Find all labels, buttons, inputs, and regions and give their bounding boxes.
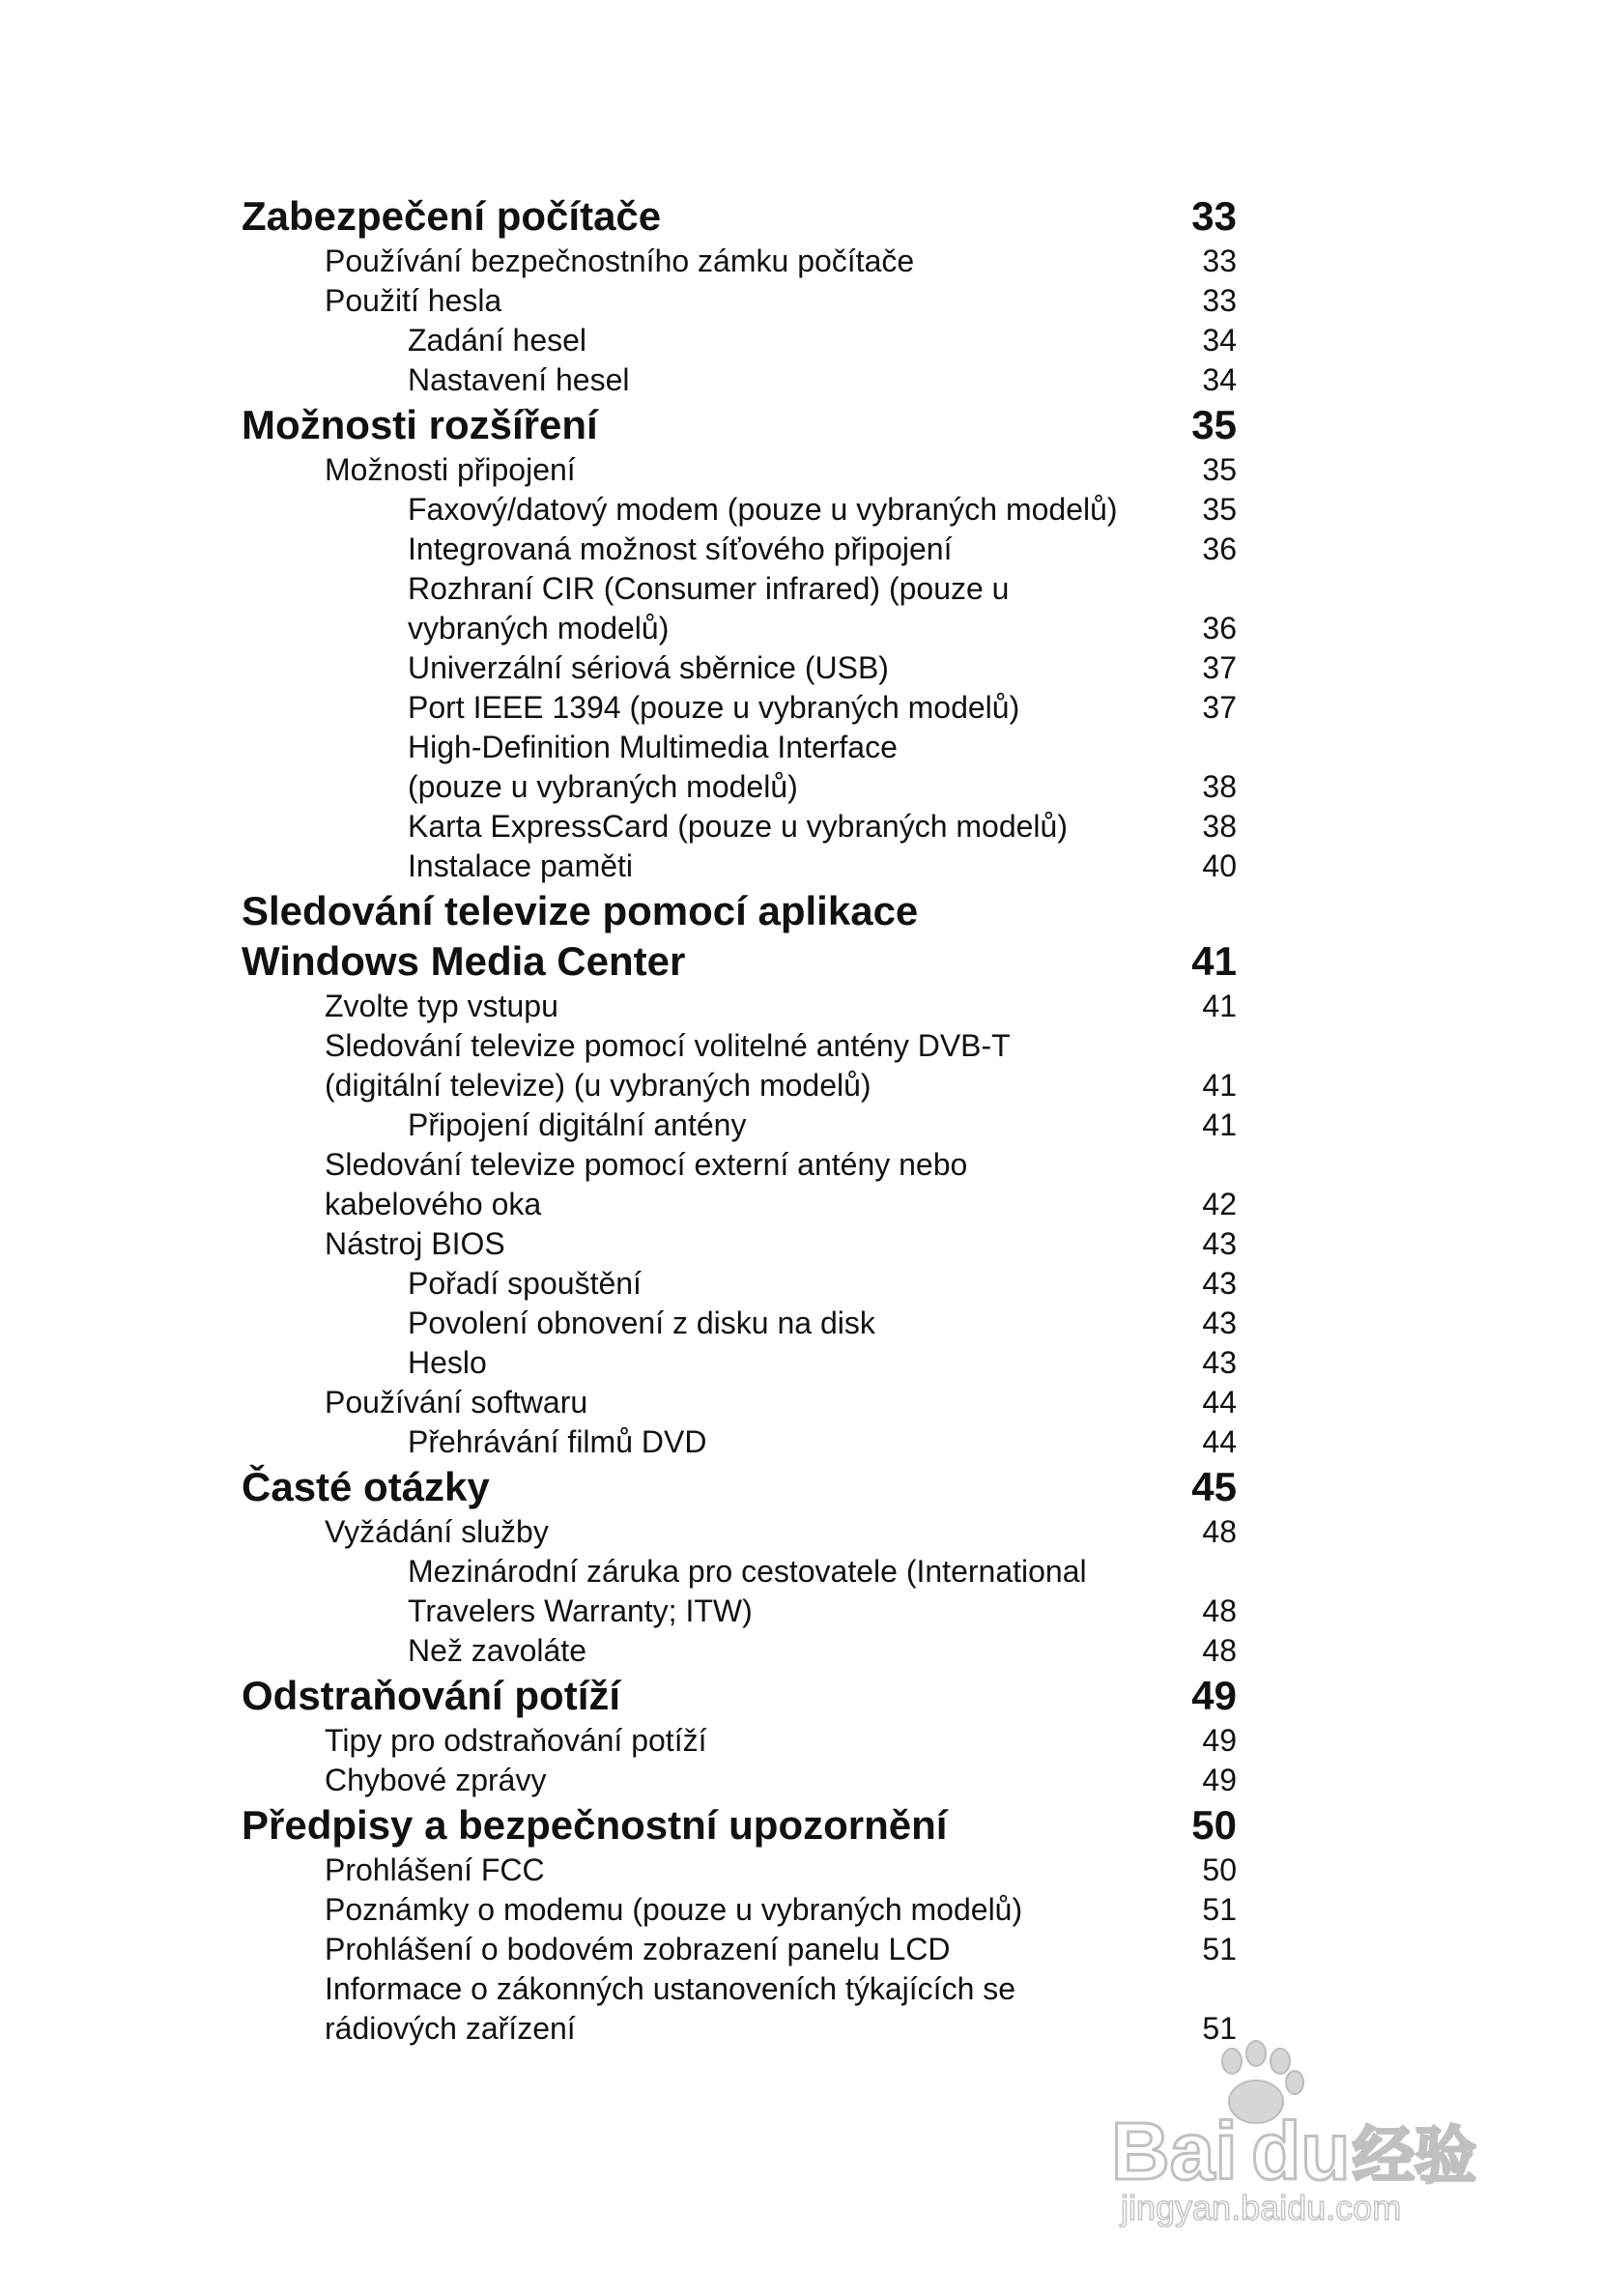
toc-entry-level-2[interactable]: [242, 1721, 1237, 1761]
toc-entry-level-2[interactable]: [242, 1930, 1237, 1969]
watermark-brand-right: du: [1251, 2106, 1351, 2196]
toc-entry-title: (digitální televize) (u vybraných modelů): [325, 1068, 871, 1103]
toc-entry-title: Tipy pro odstraňování potíží: [325, 1723, 707, 1758]
toc-entry-level-2[interactable]: [242, 1145, 1237, 1185]
toc-page-number: 38: [1202, 769, 1237, 804]
toc-entry-level-1[interactable]: [242, 191, 1237, 242]
toc-entry-level-2[interactable]: [242, 1512, 1237, 1552]
toc-entry-level-3[interactable]: [242, 728, 1237, 767]
toc-page-number: 33: [1202, 244, 1237, 278]
toc-entry-title: Sledování televize pomocí externí antény nebo: [325, 1147, 968, 1182]
toc-entry-level-2[interactable]: [242, 1383, 1237, 1422]
toc-page-number: 49: [1202, 1763, 1237, 1797]
toc-entry-title: Použití hesla: [325, 283, 502, 318]
toc-page-number: 41: [1202, 1107, 1237, 1142]
toc-page-number: 37: [1202, 650, 1237, 685]
toc-entry-title: Informace o zákonných ustanoveních týkajících se: [325, 1971, 1016, 2006]
toc-page-number: 37: [1202, 690, 1237, 725]
toc-page-number: 51: [1202, 1932, 1237, 1966]
toc-entry-title: Předpisy a bezpečnostní upozornění: [242, 1802, 948, 1848]
toc-entry-title: Přehrávání filmů DVD: [408, 1424, 707, 1459]
toc-entry-title: Než zavoláte: [408, 1633, 586, 1668]
toc-entry-title: Možnosti rozšíření: [242, 402, 598, 447]
toc-entry-level-1[interactable]: [242, 1800, 1237, 1851]
toc-page-number: 35: [1191, 402, 1237, 447]
toc-entry-title: Povolení obnovení z disku na disk: [408, 1306, 875, 1340]
toc-page-number: 41: [1191, 938, 1237, 984]
toc-entry-level-3[interactable]: [242, 1343, 1237, 1383]
toc-entry-level-2[interactable]: [242, 1224, 1237, 1264]
toc-page-number: 34: [1202, 323, 1237, 358]
toc-entry-title: Chybové zprávy: [325, 1763, 547, 1797]
toc-entry-level-1[interactable]: [242, 936, 1237, 987]
toc-entry-title: Nástroj BIOS: [325, 1226, 505, 1261]
toc-entry-title: rádiových zařízení: [325, 2011, 576, 2046]
toc-entry-title: Integrovaná možnost síťového připojení: [408, 531, 953, 566]
toc-entry-level-3[interactable]: [242, 807, 1237, 847]
toc-entry-title: Travelers Warranty; ITW): [408, 1593, 753, 1628]
toc-page-number: 50: [1202, 1852, 1237, 1887]
toc-page-number: 49: [1202, 1723, 1237, 1758]
toc-page-number: 44: [1202, 1424, 1237, 1459]
toc-page-number: 40: [1202, 848, 1237, 883]
toc-page-number: 50: [1191, 1802, 1237, 1848]
watermark-brand-left: Bai: [1111, 2106, 1238, 2196]
toc-entry-level-1[interactable]: [242, 400, 1237, 450]
toc-page-number: 51: [1202, 2011, 1237, 2046]
toc-page-number: 45: [1191, 1464, 1237, 1509]
toc-entry-level-1[interactable]: [242, 1671, 1237, 1721]
toc-entry-level-2[interactable]: [242, 987, 1237, 1026]
toc-entry-level-3[interactable]: [242, 1105, 1237, 1145]
toc-entry-title: Vyžádání služby: [325, 1514, 549, 1549]
toc-entry-title: Rozhraní CIR (Consumer infrared) (pouze u: [408, 571, 1010, 606]
toc-entry-title: Mezinárodní záruka pro cestovatele (International: [408, 1554, 1087, 1589]
toc-entry-level-2[interactable]: [242, 1969, 1237, 2009]
toc-entry-level-1[interactable]: [242, 1462, 1237, 1512]
toc-entry-level-2[interactable]: [242, 242, 1237, 281]
toc-entry-title: Univerzální sériová sběrnice (USB): [408, 650, 889, 685]
toc-entry-level-3[interactable]: [242, 360, 1237, 400]
paw-logo-icon: [1111, 2034, 1517, 2227]
toc-page-number: 41: [1202, 989, 1237, 1023]
toc-entry-title: Instalace paměti: [408, 848, 634, 883]
toc-page-number: 33: [1202, 283, 1237, 318]
toc-entry-level-2[interactable]: [242, 450, 1237, 490]
toc-entry-title: High-Definition Multimedia Interface: [408, 730, 898, 764]
toc-entry-level-2[interactable]: [242, 1185, 1237, 1224]
toc-entry-level-2[interactable]: [242, 2009, 1237, 2049]
toc-entry-title: kabelového oka: [325, 1187, 542, 1221]
toc-entry-title: Časté otázky: [242, 1464, 490, 1509]
toc-page-number: 43: [1202, 1266, 1237, 1301]
toc-entry-title: Windows Media Center: [242, 938, 686, 984]
toc-entry-title: Připojení digitální antény: [408, 1107, 747, 1142]
toc-page-number: 51: [1202, 1892, 1237, 1927]
toc-entry-level-3[interactable]: [242, 609, 1237, 648]
toc-page-number: 48: [1202, 1514, 1237, 1549]
toc-entry-level-3[interactable]: [242, 1631, 1237, 1671]
toc-entry-level-3[interactable]: [242, 1304, 1237, 1343]
toc-page-number: 42: [1202, 1187, 1237, 1221]
toc-entry-level-3[interactable]: [242, 530, 1237, 569]
table-of-contents: [242, 191, 1237, 2049]
toc-entry-level-1[interactable]: [242, 886, 1237, 936]
toc-entry-title: Odstraňování potíží: [242, 1673, 621, 1718]
toc-entry-level-3[interactable]: [242, 688, 1237, 728]
toc-entry-title: Karta ExpressCard (pouze u vybraných modelů): [408, 809, 1068, 844]
toc-page-number: 38: [1202, 809, 1237, 844]
toc-entry-title: Faxový/datový modem (pouze u vybraných modelů): [408, 492, 1118, 527]
toc-entry-level-2[interactable]: [242, 1761, 1237, 1800]
toc-page-number: 35: [1202, 492, 1237, 527]
toc-page-number: 43: [1202, 1226, 1237, 1261]
toc-page-number: 48: [1202, 1633, 1237, 1668]
toc-entry-level-3[interactable]: [242, 1264, 1237, 1304]
watermark-brand-cn: 经验: [1353, 2121, 1476, 2193]
toc-page-number: 36: [1202, 611, 1237, 646]
toc-entry-title: Pořadí spouštění: [408, 1266, 642, 1301]
toc-entry-level-3[interactable]: [242, 1592, 1237, 1631]
toc-entry-title: Zadání hesel: [408, 323, 587, 358]
toc-entry-title: Sledování televize pomocí volitelné antény DVB-T: [325, 1028, 1011, 1063]
toc-entry-title: Prohlášení FCC: [325, 1852, 545, 1887]
toc-entry-title: Nastavení hesel: [408, 362, 630, 397]
toc-entry-level-3[interactable]: [242, 847, 1237, 886]
toc-entry-title: Používání softwaru: [325, 1385, 588, 1420]
toc-entry-level-3[interactable]: [242, 569, 1237, 609]
toc-page-number: 44: [1202, 1385, 1237, 1420]
toc-entry-level-2[interactable]: [242, 1066, 1237, 1105]
toc-page-number: 33: [1191, 193, 1237, 239]
baidu-watermark: [1111, 2034, 1517, 2227]
toc-entry-level-3[interactable]: [242, 490, 1237, 530]
watermark-url: jingyan.baidu.com: [1121, 2188, 1402, 2227]
toc-entry-title: Používání bezpečnostního zámku počítače: [325, 244, 915, 278]
toc-entry-title: Heslo: [408, 1345, 487, 1380]
toc-entry-title: Prohlášení o bodovém zobrazení panelu LCD: [325, 1932, 951, 1966]
toc-entry-title: Port IEEE 1394 (pouze u vybraných modelů): [408, 690, 1020, 725]
toc-entry-title: vybraných modelů): [408, 611, 670, 646]
toc-page-number: 48: [1202, 1593, 1237, 1628]
toc-page-number: 35: [1202, 452, 1237, 487]
toc-entry-title: Možnosti připojení: [325, 452, 576, 487]
toc-entry-title: (pouze u vybraných modelů): [408, 769, 798, 804]
toc-page-number: 41: [1202, 1068, 1237, 1103]
toc-entry-level-2[interactable]: [242, 281, 1237, 321]
toc-entry-title: Zvolte typ vstupu: [325, 989, 558, 1023]
toc-page-number: 34: [1202, 362, 1237, 397]
toc-entry-level-3[interactable]: [242, 648, 1237, 688]
toc-page-number: 36: [1202, 531, 1237, 566]
toc-page-number: 43: [1202, 1345, 1237, 1380]
toc-entry-level-3[interactable]: [242, 1552, 1237, 1592]
toc-page-number: 43: [1202, 1306, 1237, 1340]
toc-entry-title: Sledování televize pomocí aplikace: [242, 888, 919, 933]
toc-page-number: 49: [1191, 1673, 1237, 1718]
toc-entry-level-3[interactable]: [242, 321, 1237, 360]
toc-entry-level-2[interactable]: [242, 1851, 1237, 1890]
toc-entry-level-3[interactable]: [242, 1422, 1237, 1462]
toc-entry-level-2[interactable]: [242, 1026, 1237, 1066]
toc-entry-title: Zabezpečení počítače: [242, 193, 662, 239]
toc-entry-level-3[interactable]: [242, 767, 1237, 807]
toc-entry-level-2[interactable]: [242, 1890, 1237, 1930]
toc-entry-title: Poznámky o modemu (pouze u vybraných modelů): [325, 1892, 1023, 1927]
